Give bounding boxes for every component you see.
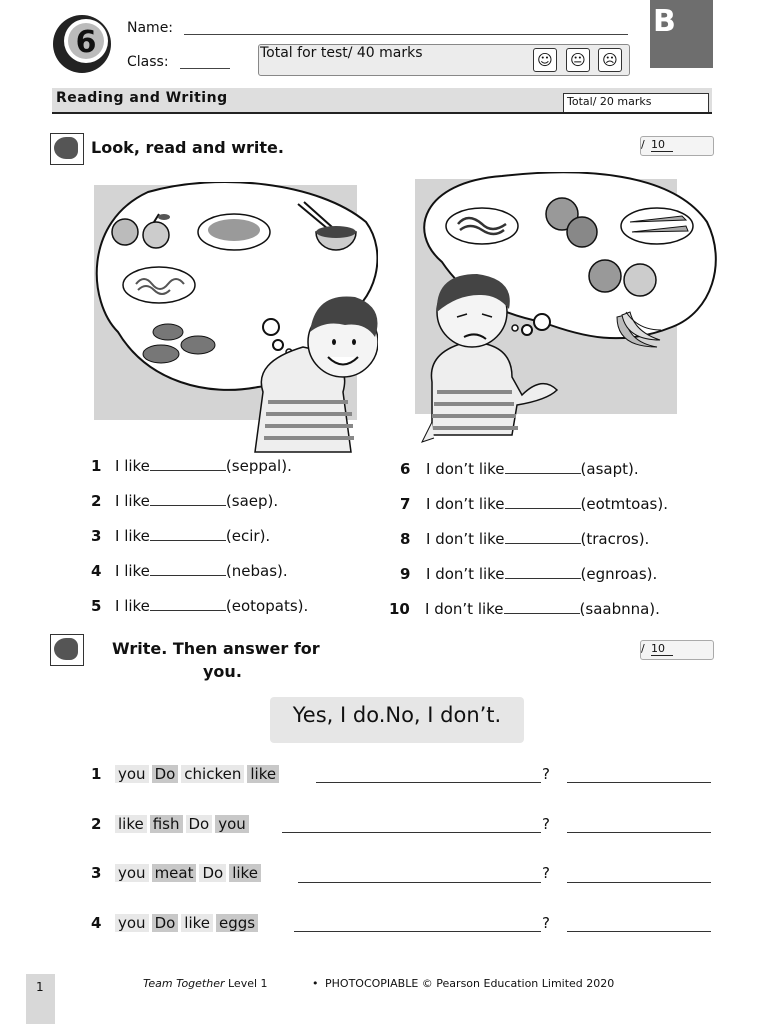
test-version-tab bbox=[650, 0, 713, 68]
spaghetti-plate-icon bbox=[446, 208, 518, 244]
sentence-item-10 bbox=[389, 600, 660, 618]
question-mark: ? bbox=[542, 864, 550, 882]
answer-blank[interactable] bbox=[505, 508, 581, 509]
test-version-letter: B bbox=[653, 4, 676, 39]
activity-2-title-line1: Write. Then answer for bbox=[112, 639, 320, 658]
word-tile: Do bbox=[186, 815, 213, 833]
activity-2-score: 10 bbox=[651, 642, 673, 656]
row-number: 3 bbox=[91, 864, 102, 882]
item-hint: (tracros). bbox=[580, 530, 650, 548]
rice-plate-icon bbox=[198, 214, 270, 250]
word-tile: you bbox=[215, 815, 249, 833]
word-tile: like bbox=[229, 864, 261, 882]
item-hint: (saabnna). bbox=[579, 600, 660, 618]
word-tile: you bbox=[115, 914, 149, 932]
sentence-item-9 bbox=[400, 565, 657, 583]
item-prefix: I don’t like bbox=[426, 530, 505, 548]
answer-options-text: Yes, I do.No, I don’t. bbox=[292, 703, 502, 727]
question-mark: ? bbox=[542, 815, 550, 833]
activity-2-title-line2: you. bbox=[203, 662, 242, 681]
sentence-item-7 bbox=[400, 495, 668, 513]
answer-blank[interactable] bbox=[150, 610, 226, 611]
score-slash: / bbox=[641, 642, 645, 655]
item-hint: (seppal). bbox=[225, 457, 292, 475]
sentence-item-8 bbox=[400, 530, 649, 548]
item-hint: (asapt). bbox=[580, 460, 639, 478]
item-hint: (eotmtoas). bbox=[580, 495, 668, 513]
question-line-3[interactable] bbox=[298, 882, 541, 883]
pasta-plate-icon bbox=[123, 267, 195, 303]
answer-blank[interactable] bbox=[150, 575, 226, 576]
page-number-tab bbox=[26, 974, 55, 1024]
answer-blank[interactable] bbox=[505, 473, 581, 474]
footer-copyright: PHOTOCOPIABLE © Pearson Education Limited 2020 bbox=[325, 977, 615, 990]
activity-2-icon bbox=[50, 634, 84, 666]
section-title: Reading and Writing bbox=[56, 90, 228, 106]
carrots-plate-icon bbox=[621, 208, 693, 244]
answer-blank[interactable] bbox=[150, 470, 226, 471]
item-prefix: I don’t like bbox=[426, 495, 505, 513]
footer-bullet: • bbox=[312, 977, 319, 990]
happy-boy-picture bbox=[88, 182, 378, 454]
section-total-box bbox=[563, 93, 709, 112]
word-tile: meat bbox=[152, 864, 197, 882]
word-tile: Do bbox=[152, 765, 179, 783]
answer-line-4[interactable] bbox=[567, 931, 711, 932]
item-prefix: I like bbox=[115, 492, 150, 510]
activity-1-title: Look, read and write. bbox=[91, 138, 284, 157]
smiley-neutral-icon[interactable]: 😐 bbox=[566, 48, 590, 72]
activity-shape-icon bbox=[54, 638, 78, 660]
name-field[interactable] bbox=[184, 34, 628, 35]
item-prefix: I don’t like bbox=[425, 600, 504, 618]
jumbled-row-2 bbox=[91, 815, 252, 833]
activity-1-icon bbox=[50, 133, 84, 165]
unhappy-boy-picture bbox=[412, 172, 717, 448]
sentence-item-3 bbox=[91, 527, 270, 545]
word-tile: like bbox=[181, 914, 213, 932]
item-hint: (egnroas). bbox=[580, 565, 658, 583]
word-tile: like bbox=[115, 815, 147, 833]
activity-1-score-box bbox=[640, 136, 714, 156]
item-number: 2 bbox=[91, 492, 102, 510]
footer-level: Level 1 bbox=[224, 977, 268, 990]
jumbled-row-3 bbox=[91, 864, 264, 882]
item-number: 4 bbox=[91, 562, 102, 580]
jumbled-row-1 bbox=[91, 765, 282, 783]
answer-blank[interactable] bbox=[150, 505, 226, 506]
item-hint: (saep). bbox=[225, 492, 279, 510]
score-slash: / bbox=[641, 138, 645, 151]
smiley-sad-icon[interactable]: ☹ bbox=[598, 48, 622, 72]
item-number: 5 bbox=[91, 597, 102, 615]
item-number: 8 bbox=[400, 530, 411, 548]
activity-2-score-box bbox=[640, 640, 714, 660]
footer-book-title: Team Together bbox=[143, 977, 225, 990]
name-label: Name: bbox=[127, 20, 174, 36]
word-tile: you bbox=[115, 864, 149, 882]
sentence-item-1 bbox=[91, 457, 292, 475]
section-total-label: Total/ 20 marks bbox=[567, 95, 652, 108]
activity-1-score: 10 bbox=[651, 138, 673, 152]
word-tile: eggs bbox=[216, 914, 258, 932]
class-field[interactable] bbox=[180, 68, 230, 69]
question-mark: ? bbox=[542, 914, 550, 932]
activity-shape-icon bbox=[54, 137, 78, 159]
item-number: 7 bbox=[400, 495, 411, 513]
sentence-item-5 bbox=[91, 597, 308, 615]
answer-blank[interactable] bbox=[150, 540, 226, 541]
page-number: 1 bbox=[36, 980, 44, 994]
answer-blank[interactable] bbox=[505, 543, 581, 544]
item-number: 9 bbox=[400, 565, 411, 583]
question-line-1[interactable] bbox=[316, 782, 541, 783]
total-test-label: Total for test/ 40 marks bbox=[260, 45, 423, 61]
question-mark: ? bbox=[542, 765, 550, 783]
item-number: 6 bbox=[400, 460, 411, 478]
item-number: 3 bbox=[91, 527, 102, 545]
item-prefix: I like bbox=[115, 562, 150, 580]
item-prefix: I don’t like bbox=[426, 565, 505, 583]
sentence-item-4 bbox=[91, 562, 288, 580]
item-hint: (eotopats). bbox=[225, 597, 309, 615]
level-logo bbox=[52, 14, 112, 74]
word-tile: like bbox=[247, 765, 279, 783]
class-label: Class: bbox=[127, 54, 169, 70]
row-number: 1 bbox=[91, 765, 102, 783]
item-prefix: I don’t like bbox=[426, 460, 505, 478]
sentence-item-6 bbox=[400, 460, 639, 478]
item-prefix: I like bbox=[115, 457, 150, 475]
item-hint: (ecir). bbox=[225, 527, 271, 545]
footer-book bbox=[143, 977, 268, 990]
question-line-4[interactable] bbox=[294, 931, 541, 932]
word-tile: Do bbox=[199, 864, 226, 882]
smiley-happy-icon[interactable]: ☺ bbox=[533, 48, 557, 72]
item-number: 1 bbox=[91, 457, 102, 475]
item-hint: (nebas). bbox=[225, 562, 288, 580]
answer-line-3[interactable] bbox=[567, 882, 711, 883]
item-number: 10 bbox=[389, 600, 410, 618]
row-number: 2 bbox=[91, 815, 102, 833]
question-line-2[interactable] bbox=[282, 832, 541, 833]
answer-line-1[interactable] bbox=[567, 782, 711, 783]
sentence-item-2 bbox=[91, 492, 278, 510]
word-tile: chicken bbox=[181, 765, 244, 783]
item-prefix: I like bbox=[115, 527, 150, 545]
item-prefix: I like bbox=[115, 597, 150, 615]
jumbled-row-4 bbox=[91, 914, 261, 932]
answer-options-box bbox=[270, 697, 524, 743]
row-number: 4 bbox=[91, 914, 102, 932]
answer-blank[interactable] bbox=[505, 578, 581, 579]
level-number: 6 bbox=[75, 25, 97, 60]
word-tile: you bbox=[115, 765, 149, 783]
word-tile: Do bbox=[152, 914, 179, 932]
word-tile: fish bbox=[150, 815, 183, 833]
answer-line-2[interactable] bbox=[567, 832, 711, 833]
answer-blank[interactable] bbox=[504, 613, 580, 614]
